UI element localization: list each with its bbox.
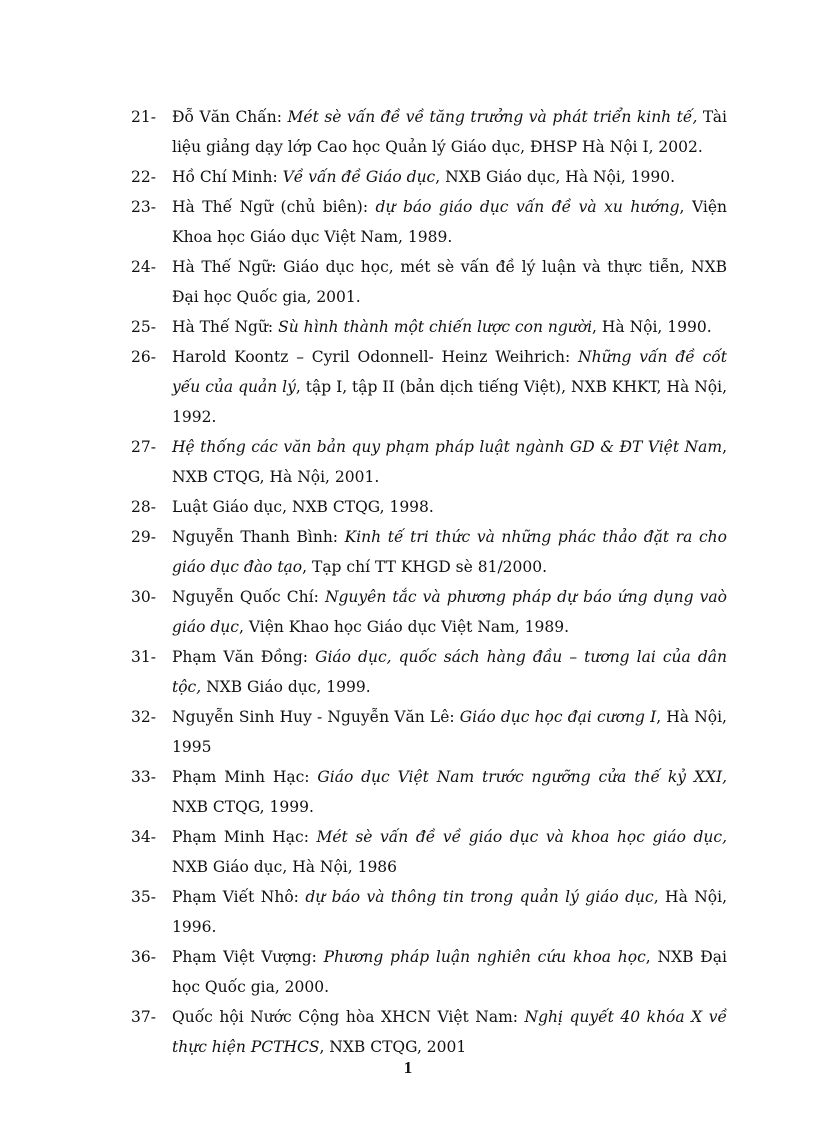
reference-text: , NXB Giáo dục, Hà Nội, 1990. — [435, 168, 676, 186]
reference-text: , Hà Nội, 1990. — [592, 318, 712, 336]
reference-entry — [131, 192, 727, 252]
reference-text: , NXB Đại học Quốc gia, 2000. — [172, 948, 727, 996]
reference-text: Phạm Việt Vượng: — [172, 948, 324, 966]
reference-number: 25- — [131, 318, 156, 336]
reference-entry — [131, 312, 727, 342]
reference-title: Hệ thống các văn bản quy phạm pháp luật ngành GD & ĐT Việt Nam — [172, 438, 723, 456]
reference-text: NXB Giáo dục, Hà Nội, 1986 — [172, 858, 398, 876]
reference-text: , Viện Khoa học Giáo dục Việt Nam, 1989. — [172, 198, 727, 246]
reference-number: 23- — [131, 198, 156, 216]
reference-number: 29- — [131, 528, 156, 546]
reference-text: NXB CTQG, 1999. — [172, 798, 314, 816]
reference-text: Nguyễn Quốc Chí: — [172, 588, 325, 606]
reference-entry — [131, 702, 727, 762]
reference-number: 26- — [131, 348, 156, 366]
reference-text: , NXB CTQG, Hà Nội, 2001. — [172, 438, 727, 486]
reference-title: dự báo giáo dục vấn đề và xu hướng — [375, 198, 680, 216]
reference-title: Phương pháp luận nghiên cứu khoa học — [323, 948, 646, 966]
reference-text: Phạm Minh Hạc: — [172, 828, 317, 846]
reference-text: , tập I, tập II (bản dịch tiếng Việt), NXB KHKT, Hà Nội, 1992. — [172, 378, 727, 426]
reference-text: Hà Thế Ngữ (chủ biên): — [172, 198, 376, 216]
reference-number: 36- — [131, 948, 156, 966]
reference-text: Phạm Văn Đồng: — [172, 648, 316, 666]
reference-text: Nguyễn Sinh Huy - Nguyễn Văn Lê: — [172, 708, 460, 726]
reference-title: Giáo dục Việt Nam trước ngưỡng cửa thế kỷ XXI, — [317, 768, 727, 786]
reference-text: Hà Thế Ngữ: Giáo dục học, mét sè vấn đề lý luận và thực tiễn, NXB Đại học Quốc gia, 2001. — [172, 258, 727, 306]
reference-text: NXB Giáo dục, 1999. — [201, 678, 371, 696]
reference-title: Mét sè vấn đề về giáo dục và khoa học giáo dục, — [316, 828, 728, 846]
reference-number: 21- — [131, 108, 156, 126]
reference-list — [131, 102, 727, 1062]
reference-entry — [131, 492, 727, 522]
reference-text: , Viện Khao học Giáo dục Việt Nam, 1989. — [238, 618, 570, 636]
reference-entry — [131, 942, 727, 1002]
reference-text: Nguyễn Thanh Bình: — [172, 528, 345, 546]
reference-title: Mét sè vấn đề về tăng trưởng và phát triển kinh tế, — [287, 108, 698, 126]
reference-text: , Hà Nội, 1996. — [172, 888, 727, 936]
reference-text: , NXB CTQG, 2001 — [319, 1038, 467, 1056]
reference-entry — [131, 762, 727, 822]
reference-entry — [131, 102, 727, 162]
reference-entry — [131, 1002, 727, 1062]
reference-text: , Tạp chí TT KHGD sè 81/2000. — [302, 558, 548, 576]
reference-title: Sù hình thành một chiến lược con người — [278, 318, 593, 336]
reference-number: 28- — [131, 498, 156, 516]
reference-title: Về vấn đề Giáo dục — [282, 168, 436, 186]
reference-text: , Hà Nội, 1995 — [172, 708, 727, 756]
reference-number: 35- — [131, 888, 156, 906]
reference-text: Đỗ Văn Chấn: — [172, 108, 288, 126]
reference-number: 37- — [131, 1008, 156, 1026]
reference-title: Giáo dục, quốc sách hàng đầu – tương lai của dân tộc, — [172, 648, 727, 696]
reference-entry — [131, 822, 727, 882]
reference-number: 27- — [131, 438, 156, 456]
reference-number: 24- — [131, 258, 156, 276]
reference-title: Nghị quyết 40 khóa X về thực hiện PCTHCS — [172, 1008, 728, 1056]
reference-entry — [131, 342, 727, 432]
reference-text: Phạm Viết Nhô: — [172, 888, 306, 906]
reference-entry — [131, 162, 727, 192]
reference-number: 22- — [131, 168, 156, 186]
reference-text: Quốc hội Nước Cộng hòa XHCN Việt Nam: — [172, 1008, 525, 1026]
reference-entry — [131, 432, 727, 492]
reference-entry — [131, 522, 727, 582]
reference-entry — [131, 882, 727, 942]
reference-text: Harold Koontz – Cyril Odonnell- Heinz Weihrich: — [172, 348, 579, 366]
reference-number: 30- — [131, 588, 156, 606]
reference-title: Giáo dục học đại cương I — [459, 708, 657, 726]
reference-title: Kinh tế tri thức và những phác thảo đặt ra cho giáo dục đào tạo — [172, 528, 727, 576]
reference-title: dự báo và thông tin trong quản lý giáo dục — [305, 888, 654, 906]
reference-title: Những vấn đề cốt yếu của quản lý — [172, 348, 728, 396]
reference-title: Nguyên tắc và phương pháp dự báo ứng dụng vaò giáo dục — [172, 588, 727, 636]
reference-number: 33- — [131, 768, 156, 786]
reference-number: 32- — [131, 708, 156, 726]
reference-text: Phạm Minh Hạc: — [172, 768, 318, 786]
reference-number: 31- — [131, 648, 156, 666]
reference-text: Tài liệu giảng dạy lớp Cao học Quản lý Giáo dục, ĐHSP Hà Nội I, 2002. — [172, 108, 727, 156]
reference-entry — [131, 642, 727, 702]
reference-entry — [131, 252, 727, 312]
reference-text: Hồ Chí Minh: — [172, 168, 283, 186]
page-number: 1 — [403, 1058, 413, 1077]
reference-text: Hà Thế Ngữ: — [172, 318, 279, 336]
reference-text: Luật Giáo dục, NXB CTQG, 1998. — [172, 498, 434, 516]
reference-entry — [131, 582, 727, 642]
reference-number: 34- — [131, 828, 156, 846]
